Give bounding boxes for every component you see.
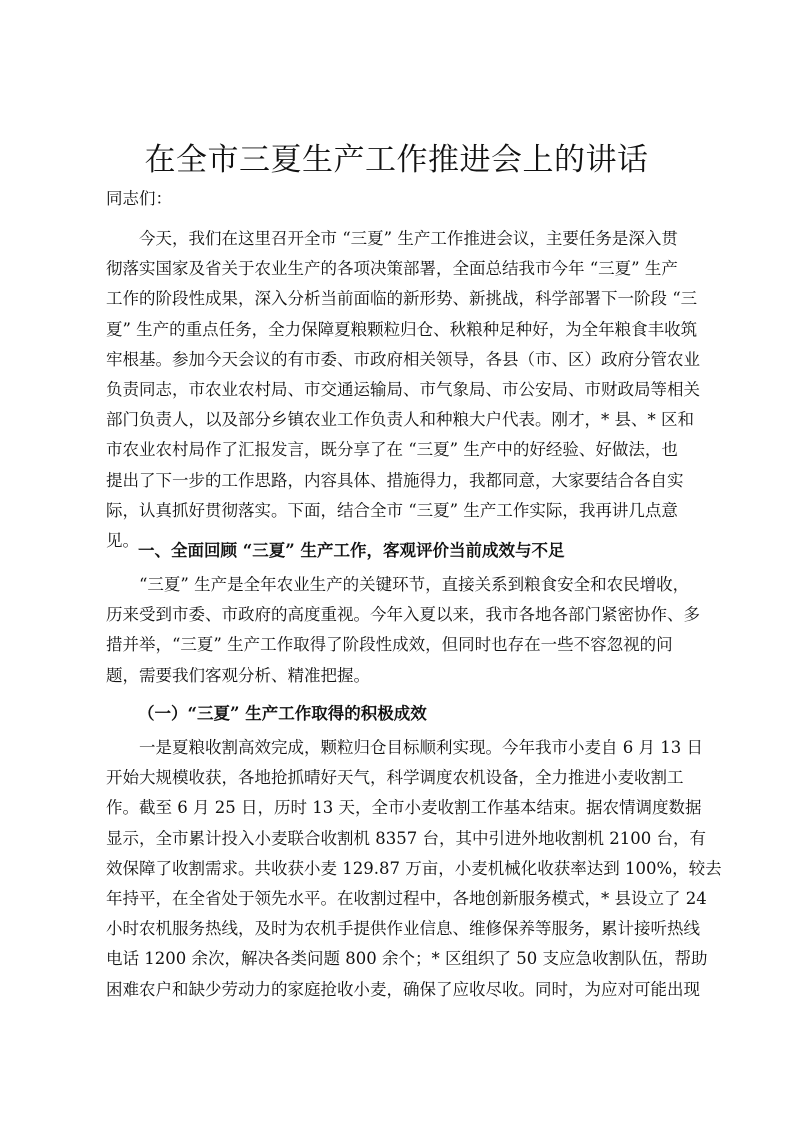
paragraph-line: 工作的阶段性成果，深入分析当前面临的新形势、新挑战，科学部署下一阶段 “三 <box>106 289 698 309</box>
paragraph-line: 题，需要我们客观分析、精准把握。 <box>106 665 370 685</box>
paragraph-line: 提出了下一步的工作思路，内容具体、措施得力，我都同意，大家要结合各自实 <box>106 470 684 490</box>
paragraph-line: 年持平，在全省处于领先水平。在收割过程中，各地创新服务模式，* 县设立了 24 <box>106 889 707 909</box>
paragraph-line: 今天，我们在这里召开全市 “三夏” 生产工作推进会议，主要任务是深入贯 <box>139 229 678 248</box>
salutation: 同志们： <box>106 189 172 208</box>
paragraph-line: 见。 <box>106 531 139 551</box>
paragraph-line: 彻落实国家及省关于农业生产的各项决策部署，全面总结我市今年 “三夏” 生产 <box>106 259 678 279</box>
paragraph-line: 措并举，“三夏” 生产工作取得了阶段性成效，但同时也存在一些不容忽视的问 <box>106 635 673 655</box>
paragraph-line: 困难农户和缺少劳动力的家庭抢收小麦，确保了应收尽收。同时，为应对可能出现 <box>106 979 700 999</box>
paragraph-line: 负责同志，市农业农村局、市交通运输局、市气象局、市公安局、市财政局等相关 <box>106 380 700 400</box>
paragraph-line: 开始大规模收获，各地抢抓晴好天气，科学调度农机设备，全力推进小麦收割工 <box>106 768 684 788</box>
document-title: 在全市三夏生产工作推进会上的讲话 <box>144 142 649 178</box>
paragraph-line: 夏” 生产的重点任务，全力保障夏粮颗粒归仓、秋粮种足种好，为全年粮食丰收筑 <box>106 319 698 339</box>
paragraph-line: 历来受到市委、市政府的高度重视。今年入夏以来，我市各地各部门紧密协作、多 <box>106 605 700 625</box>
paragraph-line: 作。截至 6 月 25 日，历时 13 天，全市小麦收割工作基本结束。据农情调度数据 <box>106 798 702 818</box>
paragraph-line: “三夏” 生产是全年农业生产的关键环节，直接关系到粮食安全和农民增收， <box>139 575 690 594</box>
paragraph-opening <box>106 224 700 556</box>
paragraph-line: 电话 1200 余次，解决各类问题 800 余个；* 区组织了 50 支应急收割队伍，帮助 <box>106 949 708 969</box>
paragraph-line: 一是夏粮收割高效完成，颗粒归仓目标顺利实现。今年我市小麦自 6 月 13 日 <box>139 738 703 757</box>
paragraph-line: 牢根基。参加今天会议的有市委、市政府相关领导，各县（市、区）政府分管农业 <box>106 349 700 369</box>
paragraph-line: 显示，全市累计投入小麦联合收割机 8357 台，其中引进外地收割机 2100 台，有 <box>106 828 706 848</box>
paragraph-line: 市农业农村局作了汇报发言，既分享了在 “三夏” 生产中的好经验、好做法，也 <box>106 440 678 460</box>
paragraph-line: 部门负责人，以及部分乡镇农业工作负责人和种粮大户代表。刚才，* 县、* 区和 <box>106 410 694 430</box>
section-heading-1: 一、全面回顾 “三夏” 生产工作，客观评价当前成效与不足 <box>138 541 565 560</box>
paragraph-line: 小时农机服务热线，及时为农机手提供作业信息、维修保养等服务，累计接听热线 <box>106 919 700 939</box>
paragraph-achievements <box>106 733 722 1005</box>
paragraph-line: 际，认真抓好贯彻落实。下面，结合全市 “三夏” 生产工作实际，我再讲几点意 <box>106 500 678 520</box>
subsection-heading-1: （一）“三夏” 生产工作取得的积极成效 <box>138 704 427 723</box>
paragraph-line: 效保障了收割需求。共收获小麦 129.87 万亩，小麦机械化收获率达到 100%，较去 <box>106 858 722 878</box>
paragraph-section-1 <box>106 570 700 691</box>
